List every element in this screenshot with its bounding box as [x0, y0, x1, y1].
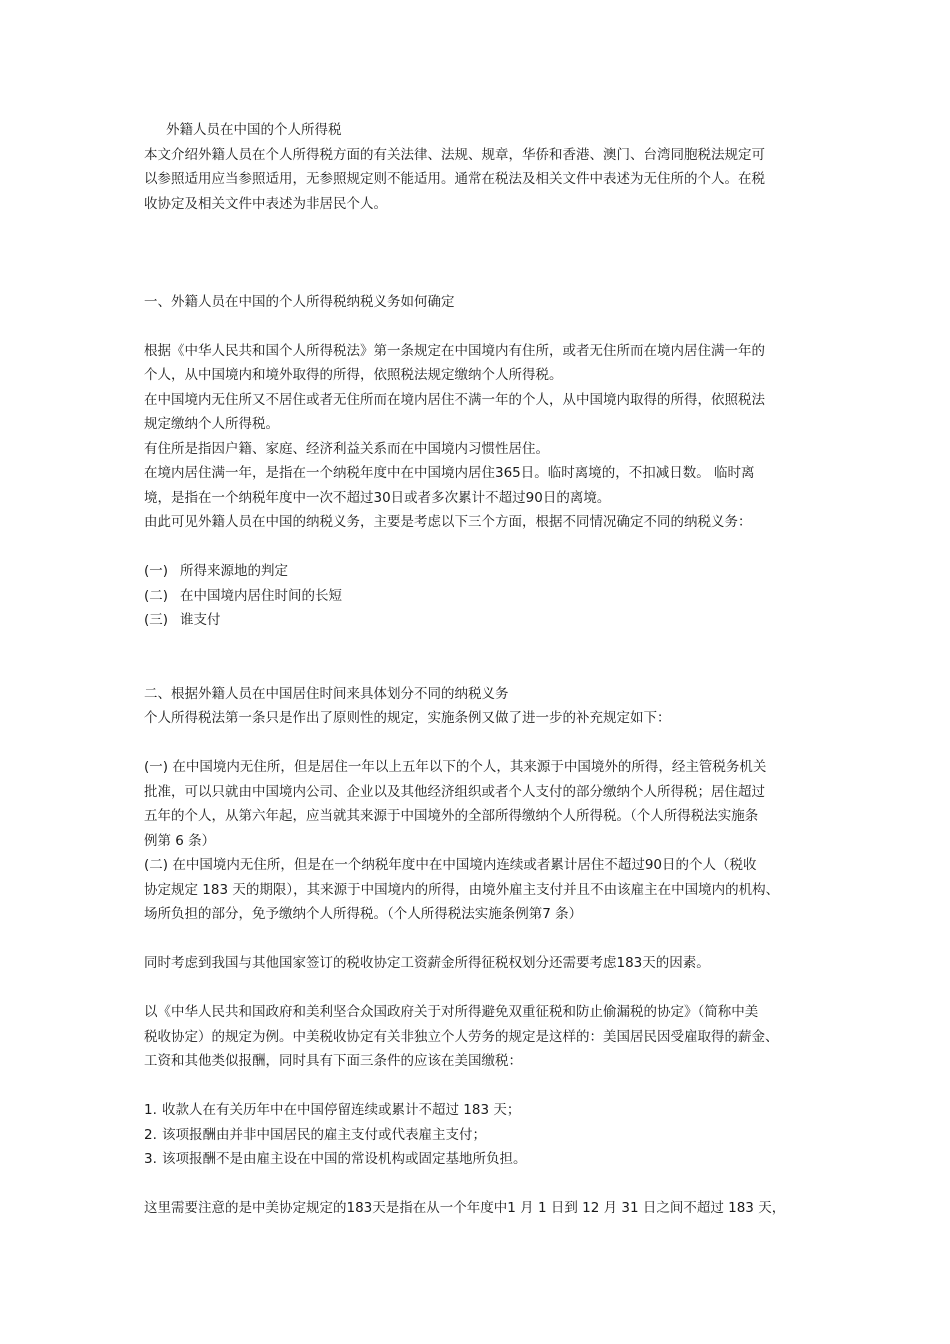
section1-line: 在境内居住满一年，是指在一个纳税年度中在中国境内居住365日。临时离境的，不扣减日数。 临时离 — [144, 465, 755, 481]
paragraph-line: (一) 在中国境内无住所，但是居住一年以上五年以下的个人，其来源于中国境外的所得，经主管税务机关 — [144, 759, 767, 775]
spacer — [144, 1074, 812, 1099]
intro-line: 本文介绍外籍人员在个人所得税方面的有关法律、法规、规章，华侨和香港、澳门、台湾同胞税法规定可 — [144, 146, 765, 163]
section2-heading: 二、根据外籍人员在中国居住时间来具体划分不同的纳税义务 — [144, 685, 509, 702]
condition-marker: 2. — [144, 1126, 157, 1143]
paragraph-line: 税收协定）的规定为例。中美税收协定有关非独立个人劳务的规定是这样的：美国居民因受雇取得的薪金、 — [144, 1028, 779, 1045]
condition-item — [144, 1147, 812, 1172]
section2-lead: 个人所得税法第一条只是作出了原则性的规定，实施条例又做了进一步的补充规定如下： — [144, 710, 671, 726]
list-item — [144, 584, 812, 609]
spacer — [144, 314, 812, 339]
spacer — [144, 1172, 812, 1197]
section1-line: 由此可见外籍人员在中国的纳税义务，主要是考虑以下三个方面，根据不同情况确定不同的纳税义务： — [144, 514, 752, 530]
spacer — [144, 535, 812, 560]
condition-marker: 3. — [144, 1151, 157, 1167]
section1-line: 境，是指在一个纳税年度中一次不超过30日或者多次累计不超过90日的离境。 — [144, 489, 611, 506]
section1-line: 在中国境内无住所又不居住或者无住所而在境内居住不满一年的个人，从中国境内取得的所得，依照税法 — [144, 391, 765, 408]
section1-heading: 一、外籍人员在中国的个人所得税纳税义务如何确定 — [144, 293, 455, 310]
spacer — [144, 265, 812, 290]
spacer — [144, 927, 812, 952]
paragraph-line: 批准，可以只就由中国境内公司、企业以及其他经济组织或者个人支付的部分缴纳个人所得税；居住超过 — [144, 783, 765, 800]
condition-text: 该项报酬不是由雇主设在中国的常设机构或固定基地所负担。 — [162, 1151, 527, 1167]
list-item — [144, 608, 812, 633]
condition-item — [144, 1098, 812, 1123]
condition-text: 收款人在有关历年中在中国停留连续或累计不超过 183 天； — [162, 1102, 521, 1118]
paragraph-line: 例第 6 条） — [144, 832, 216, 849]
intro-line: 以参照适用应当参照适用，无参照规定则不能适用。通常在税法及相关文件中表述为无住所的个人。在税 — [144, 171, 765, 187]
section1-line: 有住所是指因户籍、家庭、经济利益关系而在中国境内习惯性居住。 — [144, 440, 549, 457]
section1-line: 个人，从中国境内和境外取得的所得，依照税法规定缴纳个人所得税。 — [144, 367, 563, 383]
condition-item — [144, 1123, 812, 1148]
spacer — [144, 216, 812, 265]
paragraph-line: 协定规定 183 天的期限），其来源于中国境内的所得，由境外雇主支付并且不由该雇主在中国境内的机构、 — [144, 881, 780, 898]
paragraph-line: (二) 在中国境内无住所，但是在一个纳税年度中在中国境内连续或者累计居住不超过90日的个人（税收 — [144, 857, 757, 873]
list-marker: (二) — [144, 587, 169, 604]
paragraph-line: 以《中华人民共和国政府和美利坚合众国政府关于对所得避免双重征税和防止偷漏税的协定》（简称中美 — [144, 1004, 759, 1020]
section1-line: 规定缴纳个人所得税。 — [144, 416, 279, 432]
list-item-text: 谁支付 — [180, 612, 221, 628]
condition-marker: 1. — [144, 1102, 157, 1118]
spacer — [144, 633, 812, 682]
paragraph-line: 这里需要注意的是中美协定规定的183天是指在从一个年度中1 月 1 日到 12 月 31 日之间不超过 183 天， — [144, 1200, 786, 1216]
list-marker: (一) — [144, 563, 169, 579]
document-title: 外籍人员在中国的个人所得税 — [166, 122, 342, 138]
spacer — [144, 731, 812, 756]
intro-line: 收协定及相关文件中表述为非居民个人。 — [144, 195, 387, 212]
list-item-text: 所得来源地的判定 — [180, 563, 288, 579]
section1-line: 根据《中华人民共和国个人所得税法》第一条规定在中国境内有住所，或者无住所而在境内居住满一年的 — [144, 342, 765, 359]
condition-text: 该项报酬由并非中国居民的雇主支付或代表雇主支付； — [162, 1126, 486, 1143]
paragraph-line: 同时考虑到我国与其他国家签订的税收协定工资薪金所得征税权划分还需要考虑183天的因素。 — [144, 955, 710, 971]
list-marker: (三) — [144, 612, 169, 628]
list-item-text: 在中国境内居住时间的长短 — [180, 587, 342, 604]
paragraph-line: 场所负担的部分，免予缴纳个人所得税。（个人所得税法实施条例第7 条） — [144, 906, 583, 922]
spacer — [144, 976, 812, 1001]
list-item — [144, 559, 812, 584]
document-page — [144, 118, 812, 1221]
paragraph-line: 工资和其他类似报酬，同时具有下面三条件的应该在美国缴税： — [144, 1053, 522, 1069]
paragraph-line: 五年的个人，从第六年起，应当就其来源于中国境外的全部所得缴纳个人所得税。（个人所得税法实施条 — [144, 808, 759, 824]
